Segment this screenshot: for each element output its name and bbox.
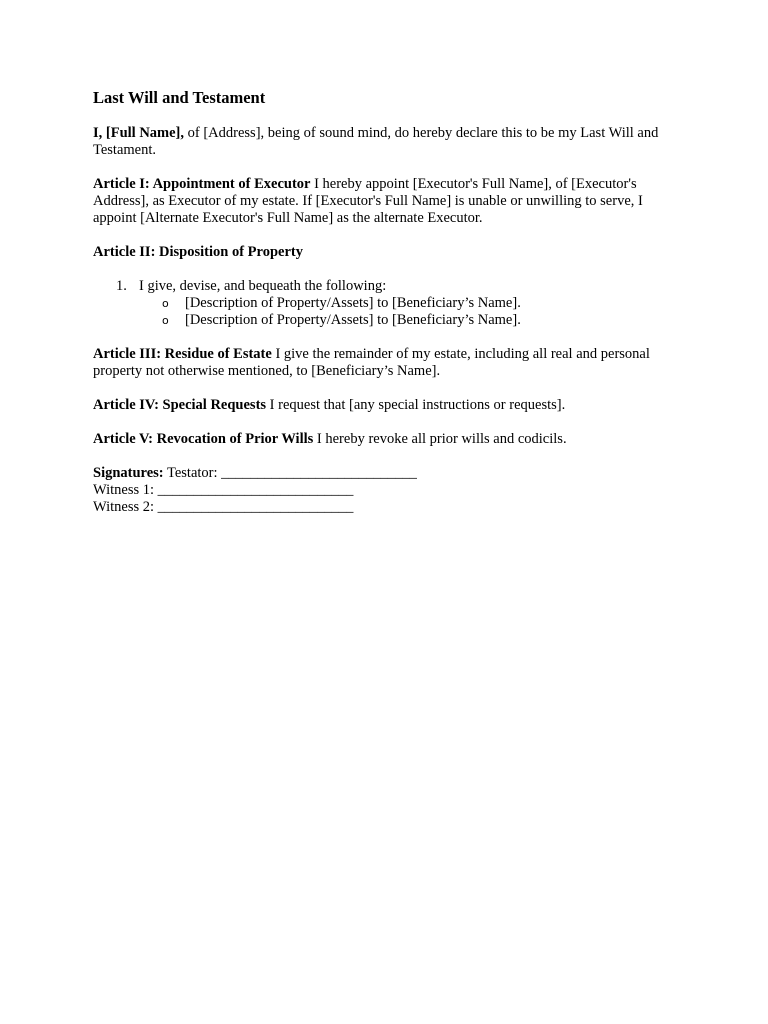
witness-1-signature-line: Witness 1: ___________________________ — [93, 482, 354, 498]
article-3-paragraph — [93, 346, 676, 380]
testator-line-text: Testator: ___________________________ — [163, 465, 417, 481]
article-3-text: I give the remainder of my estate, including all real and personal property not otherwise mentioned, to [Beneficiary’s Name]. — [93, 346, 650, 379]
numbered-list — [93, 278, 676, 295]
intro-bold: I, [Full Name], — [93, 125, 185, 141]
article-2-heading-text: Article II: Disposition of Property — [93, 244, 303, 260]
bullet-o-icon: o — [162, 297, 169, 310]
article-5-text: I hereby revoke all prior wills and codicils. — [313, 431, 567, 447]
article-5-heading: Article V: Revocation of Prior Wills — [93, 431, 314, 447]
testator-signature-line — [93, 465, 676, 482]
list-number: 1. — [116, 278, 127, 294]
sub-list-item-text: [Description of Property/Assets] to [Beneficiary’s Name]. — [185, 295, 521, 311]
document-title: Last Will and Testament — [93, 88, 266, 107]
article-4-text: I request that [any special instructions or requests]. — [266, 397, 566, 413]
intro-text: of [Address], being of sound mind, do hereby declare this to be my Last Will and Testament. — [93, 125, 659, 158]
article-3-heading: Article III: Residue of Estate — [93, 346, 272, 362]
article-4-heading: Article IV: Special Requests — [93, 397, 267, 413]
article-4-paragraph — [93, 397, 676, 414]
sub-list-item — [93, 312, 676, 329]
witness-2-signature-line: Witness 2: ___________________________ — [93, 499, 354, 515]
article-1-paragraph — [93, 176, 676, 227]
article-1-heading: Article I: Appointment of Executor — [93, 176, 311, 192]
article-5-paragraph — [93, 431, 676, 448]
article-2-heading — [93, 244, 676, 261]
bullet-o-icon: o — [162, 314, 169, 327]
list-item — [93, 278, 676, 295]
sub-list — [93, 295, 676, 329]
intro-paragraph — [93, 125, 676, 159]
signatures-label: Signatures: — [93, 465, 164, 481]
list-item-text: I give, devise, and bequeath the following: — [139, 278, 387, 294]
sub-list-item — [93, 295, 676, 312]
article-1-text: I hereby appoint [Executor's Full Name], of [Executor's Address], as Executor of my estate. If [Executor's Full Name] is unable or unwilling to serve, I appoint [Alternate Executor's Full Name] as the alternate Executor. — [93, 176, 643, 226]
sub-list-item-text: [Description of Property/Assets] to [Beneficiary’s Name]. — [185, 312, 521, 328]
signatures-block — [93, 465, 676, 516]
